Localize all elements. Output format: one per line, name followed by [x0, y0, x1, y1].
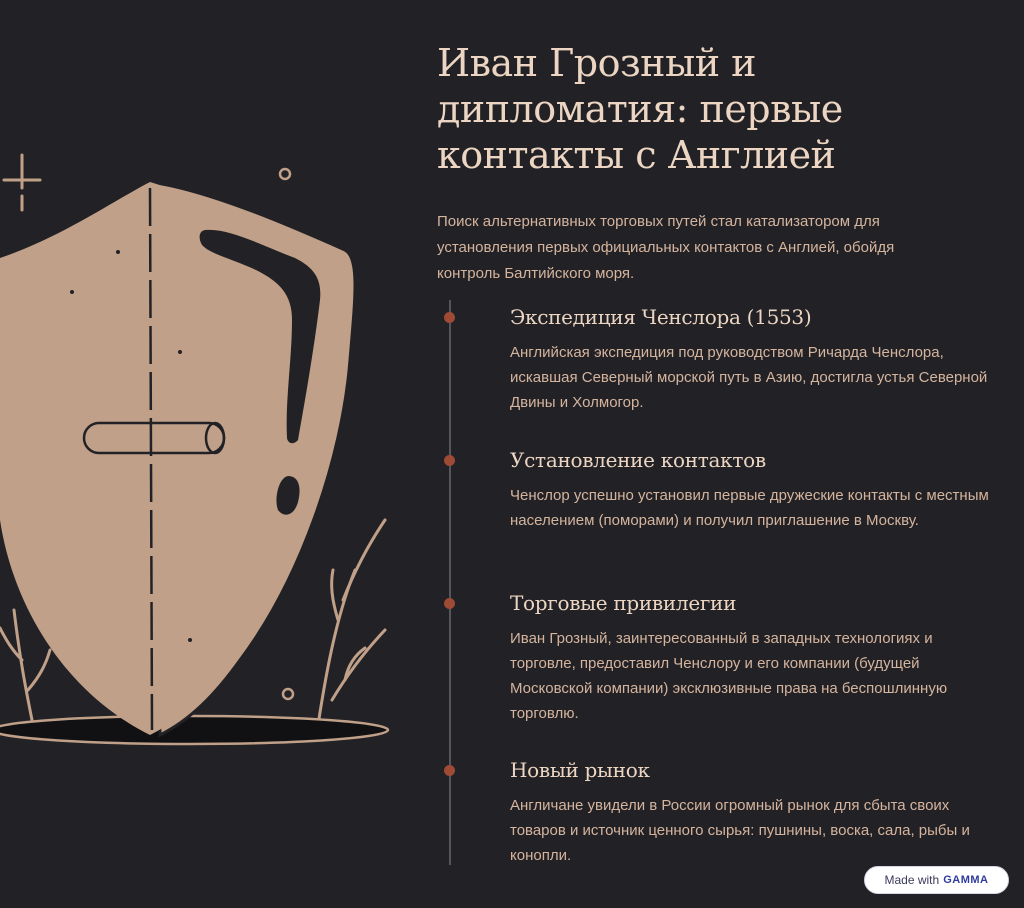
timeline-line: [449, 300, 451, 865]
timeline-item-title: Установление контактов: [510, 448, 766, 472]
timeline-dot: [444, 765, 455, 776]
timeline-dot: [444, 312, 455, 323]
timeline-item-title: Новый рынок: [510, 758, 650, 782]
shield-illustration: [0, 0, 400, 908]
plus-sparkle-icon: [4, 155, 40, 210]
badge-prefix: Made with: [884, 873, 940, 887]
timeline-item-3: [510, 589, 1000, 726]
grass-right: [318, 520, 385, 725]
page-title: Иван Грозный и дипломатия: первые контакты с Англией: [437, 41, 843, 177]
timeline-item-text: Англичане увидели в России огромный рынок для сбыта своих товаров и источник ценного сырья: пушнины, воска, сала, рыбы и конопли.: [510, 797, 970, 864]
timeline-item-title: Торговые привилегии: [510, 591, 737, 615]
timeline-item-text: Английская экспедиция под руководством Ричарда Ченслора, искавшая Северный морской путь в Азию, достигла устья Северной Двины и Холмогор.: [510, 344, 988, 411]
timeline-item-title: Экспедиция Ченслора (1553): [510, 305, 812, 329]
timeline-item-4: [510, 756, 1000, 868]
timeline-item-text: Иван Грозный, заинтересованный в западных технологиях и торговле, предоставил Ченслору и его компании (будущей Московской компании) эксклюзивные права на беспошлинную торговлю.: [510, 630, 948, 722]
timeline-item-1: [510, 303, 1000, 415]
made-with-gamma-badge[interactable]: [864, 866, 1009, 894]
badge-brand: GAMMA: [943, 874, 989, 886]
intro-text: Поиск альтернативных торговых путей стал катализатором для установления первых официальных контактов с Англией, обойдя контроль Балтийского моря.: [437, 213, 895, 282]
timeline-item-2: [510, 446, 1000, 533]
timeline-item-text: Ченслор успешно установил первые дружеские контакты с местным населением (поморами) и получил приглашение в Москву.: [510, 487, 989, 529]
timeline-dot: [444, 455, 455, 466]
ground-shadow: [0, 716, 388, 744]
sparkle-circle-top: [280, 169, 290, 179]
sparkle-circle-bottom: [283, 689, 293, 699]
timeline-dot: [444, 598, 455, 609]
